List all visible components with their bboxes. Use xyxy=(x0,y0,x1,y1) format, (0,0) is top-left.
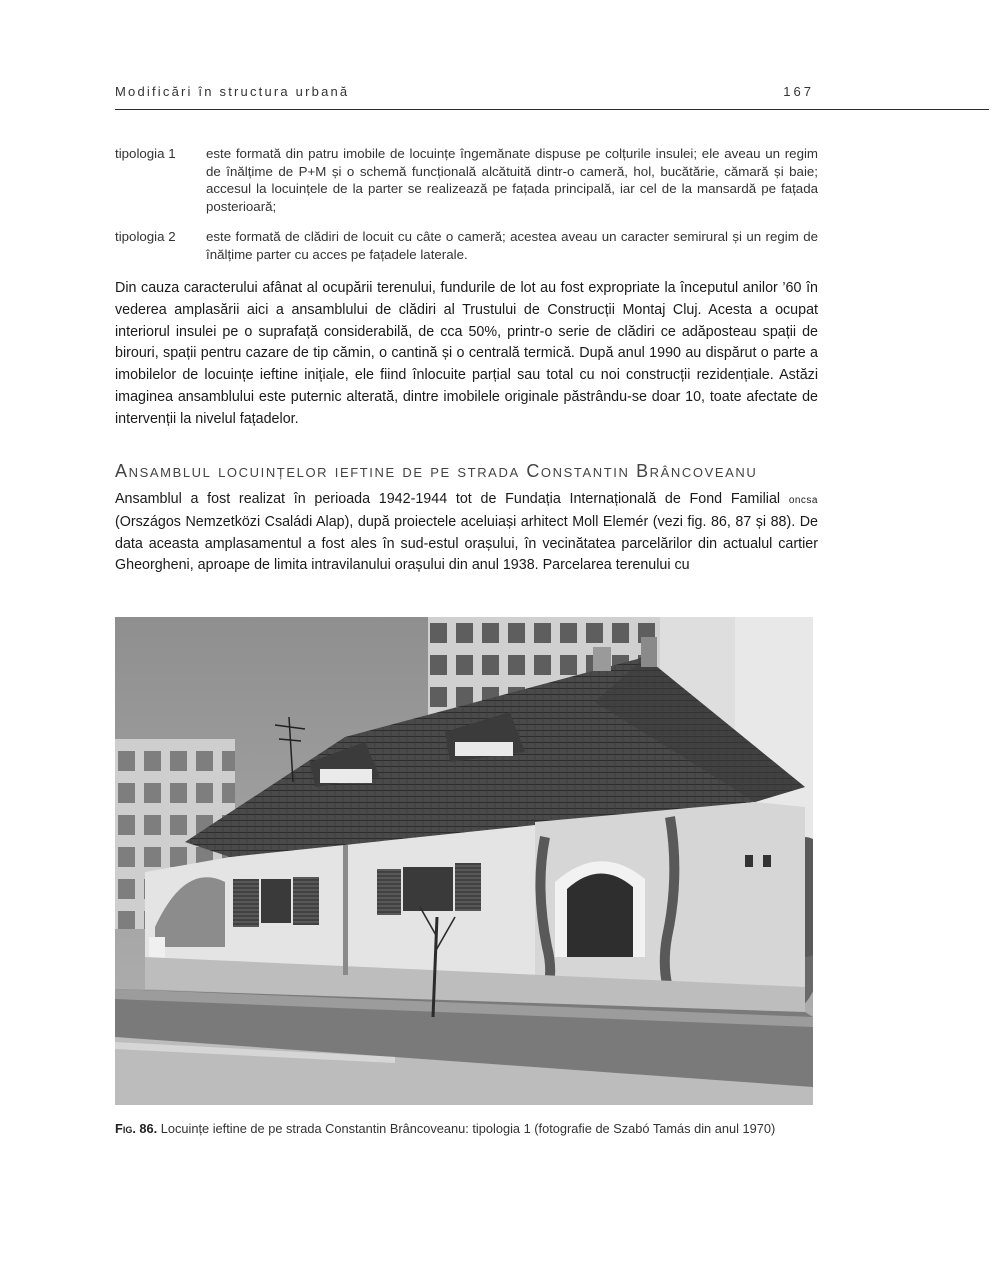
typology-item-1 xyxy=(115,145,818,215)
typology-description: este formată din patru imobile de locuințe îngemănate dispuse pe colțurile insulei; ele aveau un regim de înălțime de P+M și o schemă funcțională alcătuită dintr-o cameră, hol, bucătărie, cămară și baie; accesul la locuințele de la parter se realizează pe fațada principală, iar cel de la mansardă pe fațada posterioară; xyxy=(206,146,818,214)
header-rule xyxy=(115,109,989,110)
running-head-title: Modificări în structura urbană xyxy=(115,84,350,99)
running-head xyxy=(115,84,818,99)
body-paragraph-1: Din cauza caracterului afânat al ocupării terenului, fundurile de lot au fost expropriate la începutul anilor ’60 în vederea amplasării aici a ansamblului de clădiri al Trustului de Construcții Montaj Cluj. Acesta a ocupat interiorul insulei pe o suprafață considerabilă, de cca 50%, printr-o serie de clădiri ce adăposteau spații de birouri, spații pentru cazare de tip cămin, o cantină și o centrală termică. După anul 1990 au dispărut o parte a imobilelor de locuințe ieftine inițiale, ele fiind înlocuite parțial sau total cu noi construcții rezidențiale. Astăzi imaginea ansamblului este puternic alterată, dintre imobilele originale păstrându-se doar 10, toate afectate de intervenții la nivelul fațadelor. xyxy=(115,280,818,427)
figure-photo xyxy=(115,617,813,1105)
paragraph-text: (Országos Nemzetközi Családi Alap), după proiectele aceluiași arhitect Moll Elemér (vezi fig. 86, 87 și 88). De data aceasta amplasamentul a fost ales în sud-estul orașului, în vecinătatea parcelărilor din actualul cartier Gheorgheni, aproape de limita intravilanului orașului din anul 1938. Parcelarea terenului cu xyxy=(115,513,818,574)
section-heading: Ansamblul locuințelor ieftine de pe strada Constantin Brâncoveanu xyxy=(115,461,758,481)
caption-text: Locuințe ieftine de pe strada Constantin Brâncoveanu: tipologia 1 (fotografie de Szabó Tamás din anul 1970) xyxy=(157,1121,776,1136)
typology-term: tipologia 2 xyxy=(115,229,176,244)
figure-caption xyxy=(115,1121,818,1136)
typology-description: este formată de clădiri de locuit cu câte o cameră; acestea aveau un caracter semirural și un regim de înălțime parter cu acces pe fațadele laterale. xyxy=(206,229,818,262)
body-paragraph-2 xyxy=(115,489,818,577)
figure-label: Fig. 86. xyxy=(115,1121,158,1136)
typology-term: tipologia 1 xyxy=(115,146,176,161)
page-number: 167 xyxy=(783,84,814,99)
house-photo-illustration xyxy=(115,617,813,1105)
typology-item-2 xyxy=(115,228,818,263)
paragraph-text: Ansamblul a fost realizat în perioada 1942-1944 tot de Fundația Internațională de Fond Familial xyxy=(115,491,789,507)
abbreviation: oncsa xyxy=(788,495,818,506)
